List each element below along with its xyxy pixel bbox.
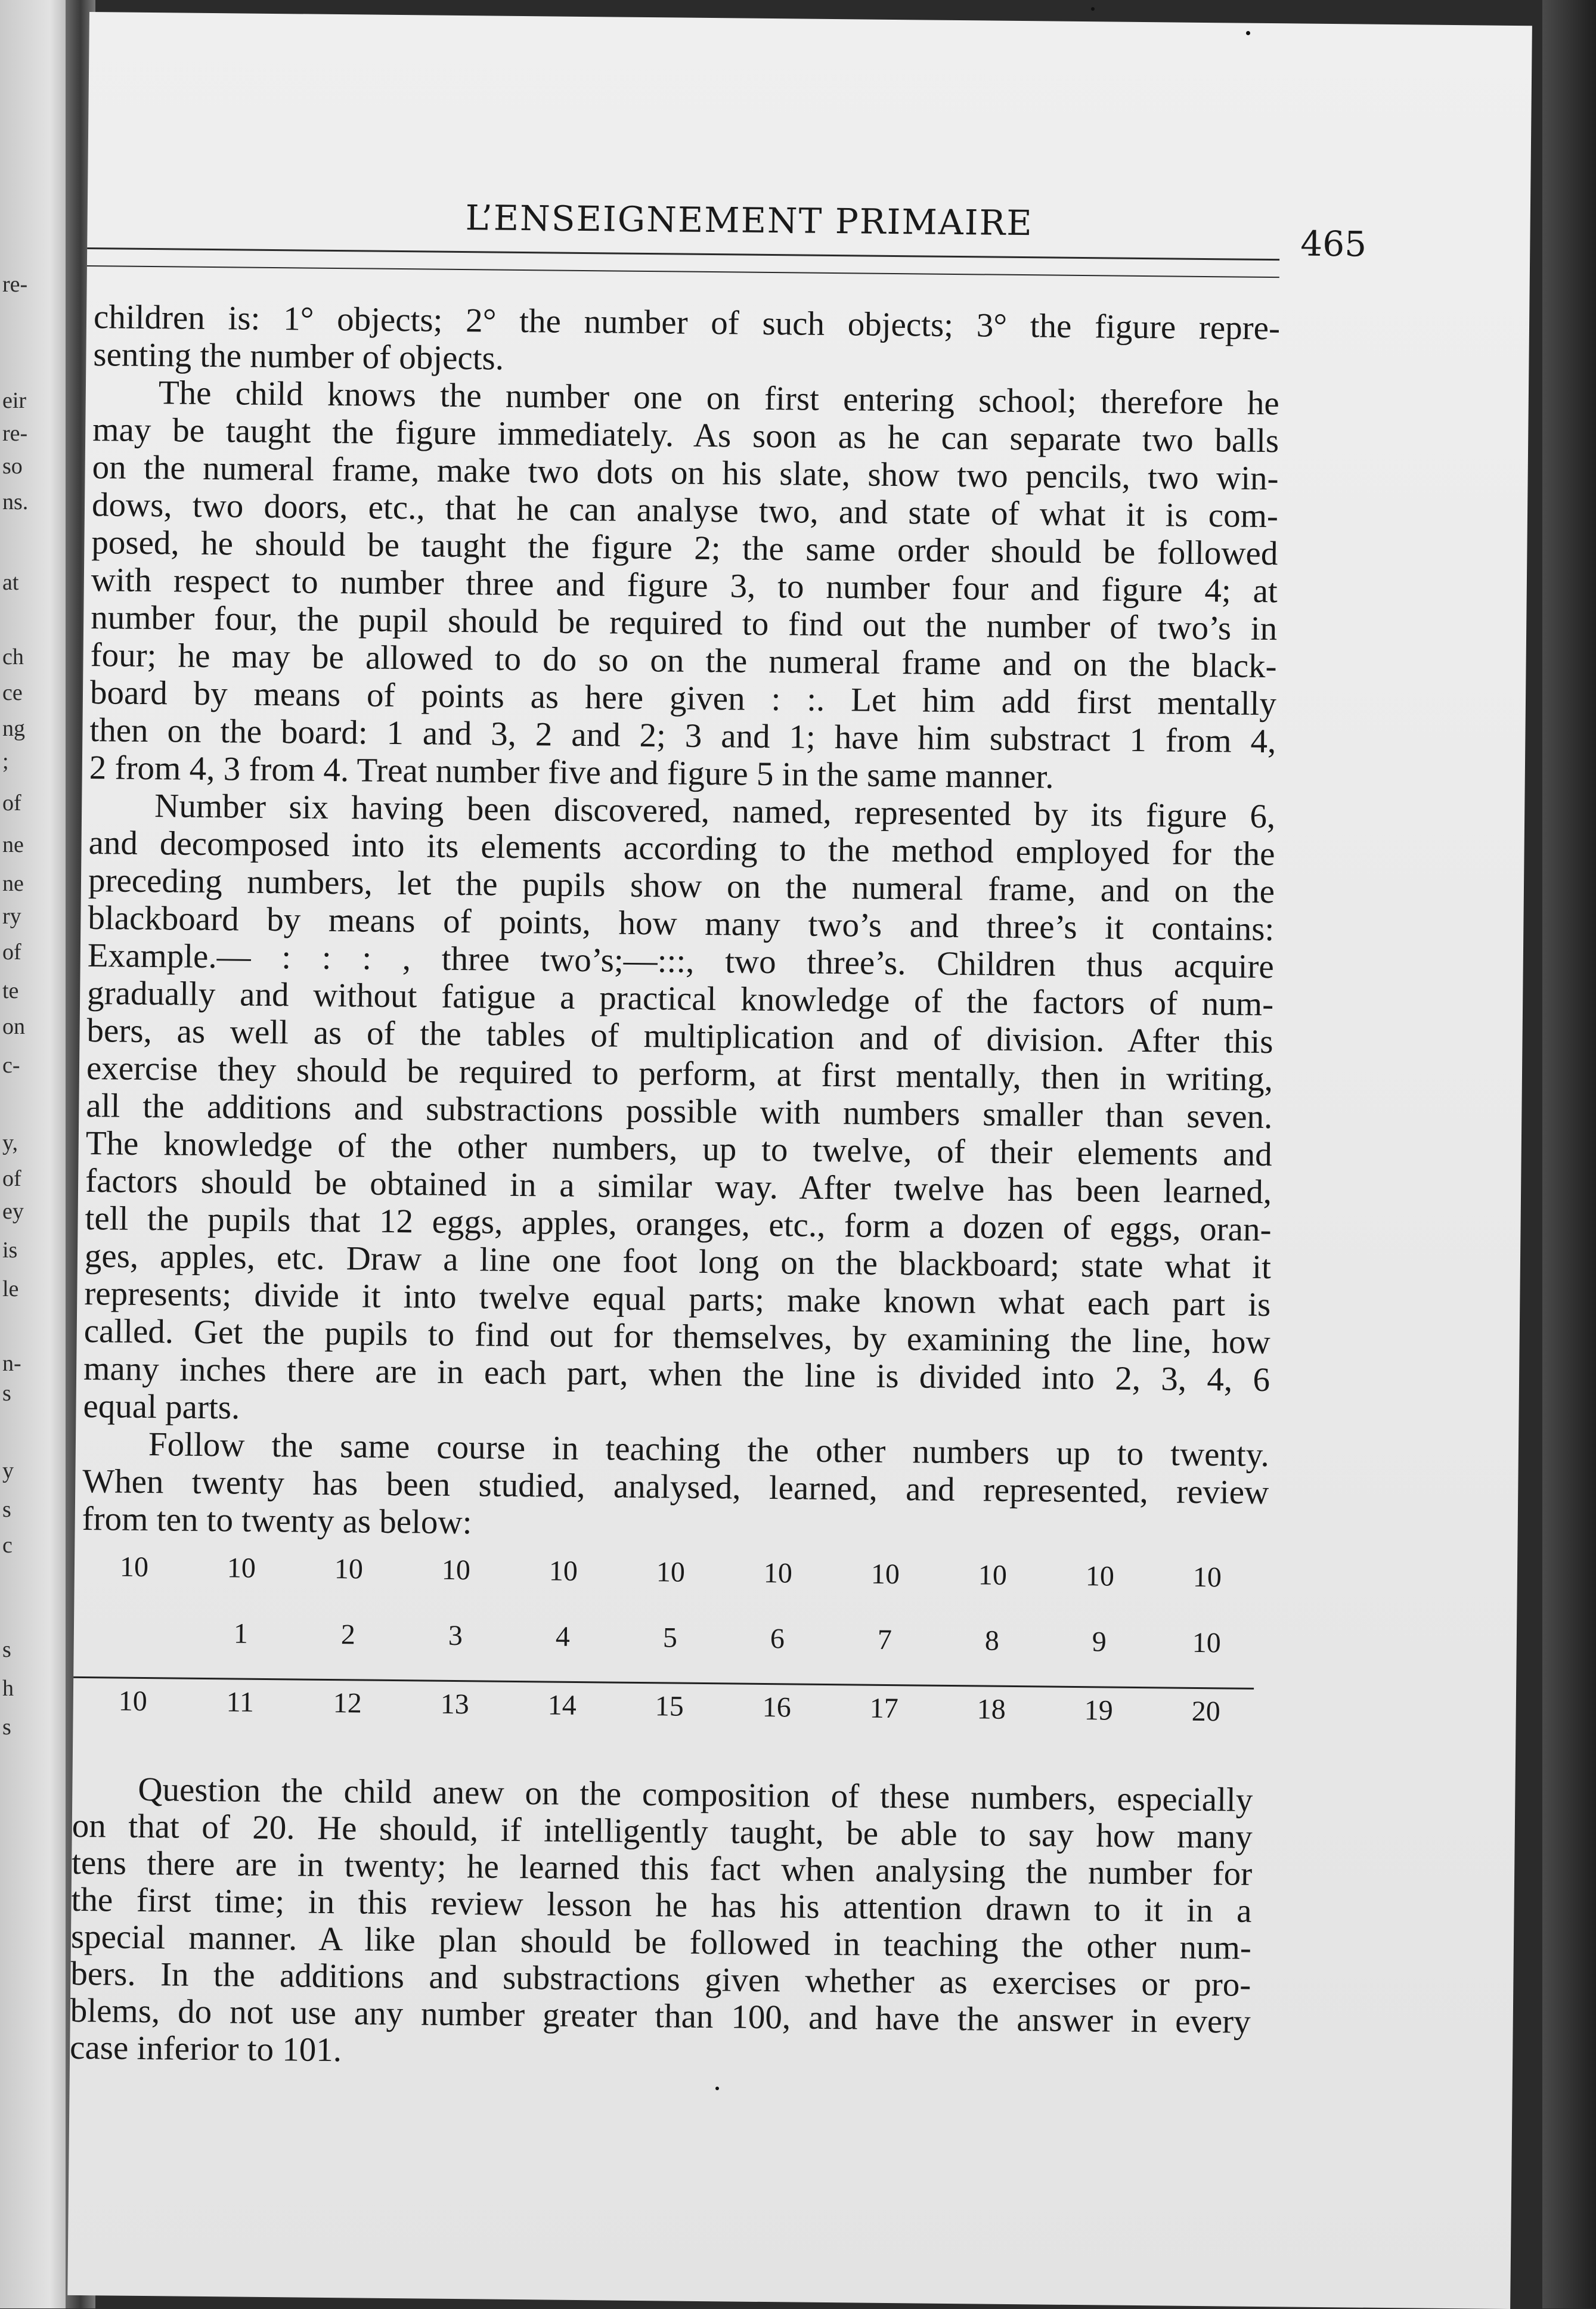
table-cell: 16 xyxy=(762,1691,792,1724)
left-page-fragment: y, xyxy=(2,1130,18,1155)
text-line: children is: 1° objects; 2° the number of such objects; 3° the figure repre- xyxy=(93,298,1281,348)
table-cell: 10 xyxy=(1192,1561,1222,1594)
text-line: special manner. A like plan should be followed in teaching the other num- xyxy=(70,1917,1252,1967)
table-cell: 6 xyxy=(770,1623,785,1655)
text-line: bers. In the additions and substractions given whether as exercises or pro- xyxy=(70,1954,1251,2004)
text-line: represents; divide it into twelve equal parts; make known what each part is xyxy=(84,1275,1271,1324)
paragraph-3 xyxy=(83,786,1275,1436)
text-line: case inferior to 101. xyxy=(69,2028,342,2069)
scan-speck xyxy=(1246,31,1250,35)
left-page-fragment: on xyxy=(2,1014,25,1039)
table-cell: 7 xyxy=(877,1623,892,1656)
body-text xyxy=(82,298,1280,1549)
text-line: on that of 20. He should, if intelligently taught, be able to say how many xyxy=(72,1806,1253,1856)
text-line: The child knows the number one on first entering school; therefore he xyxy=(158,374,1280,423)
text-line: tell the pupils that 12 eggs, apples, oranges, etc., form a dozen of eggs, oran- xyxy=(85,1200,1272,1249)
text-line: ges, apples, etc. Draw a line one foot long on the blackboard; state what it xyxy=(84,1237,1272,1287)
table-row-units xyxy=(74,1616,1254,1663)
text-line: exercise they should be required to perform, at first mentally, then in writing, xyxy=(86,1049,1273,1099)
text-line: gradually and without fatigue a practical knowledge of the factors of num- xyxy=(86,974,1274,1024)
left-page-fragment: re- xyxy=(2,272,28,297)
page-number: 465 xyxy=(1300,223,1367,265)
table-cell: 17 xyxy=(869,1692,899,1725)
text-line: The knowledge of the other numbers, up to twelve, of their elements and xyxy=(85,1124,1272,1174)
text-line: then on the board: 1 and 3, 2 and 2; 3 and 1; have him substract 1 from 4, xyxy=(89,711,1276,761)
left-page-fragment: ce xyxy=(2,680,23,705)
left-page-fragment: of xyxy=(2,791,21,816)
book-page xyxy=(67,12,1532,2309)
left-page-fragment: ry xyxy=(2,904,21,929)
table-cell: 2 xyxy=(340,1619,356,1651)
text-line: Question the child anew on the composition of these numbers, especially xyxy=(138,1770,1253,1819)
table-cell: 3 xyxy=(448,1619,463,1652)
text-line: Follow the same course in teaching the other numbers up to twenty. xyxy=(148,1425,1270,1474)
left-page-fragment: s xyxy=(2,1497,11,1522)
table-cell: 12 xyxy=(333,1687,362,1719)
text-line: and decomposed into its elements according to the method employed for the xyxy=(88,824,1275,873)
table-cell: 18 xyxy=(977,1693,1006,1725)
text-line: blackboard by means of points, how many two’s and three’s it contains: xyxy=(88,899,1275,949)
left-page-fragment: eir xyxy=(2,388,27,413)
text-line: Number six having been discovered, named, represented by its figure 6, xyxy=(154,787,1276,836)
table-row-sums xyxy=(73,1684,1253,1731)
paragraph-1 xyxy=(93,298,1280,385)
header-rule-top xyxy=(87,247,1279,261)
left-page-fragment: ey xyxy=(2,1199,24,1224)
left-page-fragment: at xyxy=(2,570,19,595)
closing-text xyxy=(70,1771,1253,2078)
text-line: with respect to number three and figure 3, to number four and figure 4; at xyxy=(91,561,1278,610)
review-table xyxy=(73,1550,1255,1758)
table-cell: 10 xyxy=(334,1553,364,1585)
text-line: may be taught the figure immediately. As soon as he can separate two balls xyxy=(92,411,1279,460)
table-cell: 14 xyxy=(547,1689,577,1721)
text-line: bers, as well as of the tables of multiplication and of division. After this xyxy=(86,1012,1273,1061)
text-line: from ten to twenty as below: xyxy=(82,1500,472,1542)
paragraph-2 xyxy=(89,373,1280,798)
left-page-fragment: so xyxy=(2,454,23,479)
left-page-fragment: s xyxy=(2,1637,11,1662)
table-cell: 10 xyxy=(441,1554,471,1586)
table-cell: 10 xyxy=(763,1557,793,1589)
text-line: called. Get the pupils to find out for themselves, by examining the line, how xyxy=(83,1312,1270,1362)
table-cell: 20 xyxy=(1191,1695,1220,1728)
text-line: 2 from 4, 3 from 4. Treat number five and figure 5 in the same manner. xyxy=(89,749,1054,796)
table-cell: 5 xyxy=(662,1622,678,1654)
scan-border xyxy=(1542,0,1596,2308)
text-line: factors should be obtained in a similar way. After twelve has been learned, xyxy=(85,1162,1272,1211)
table-cell: 10 xyxy=(548,1555,578,1587)
left-page-fragment: ng xyxy=(2,716,25,741)
left-page-fragment: ne xyxy=(2,832,24,857)
text-line: senting the number of objects. xyxy=(93,336,504,377)
paragraph-5 xyxy=(70,1771,1253,2078)
text-line: all the additions and substractions possible with numbers smaller than seven. xyxy=(86,1087,1273,1136)
table-cell: 10 xyxy=(1085,1560,1115,1592)
table-cell: 15 xyxy=(655,1690,684,1722)
left-page-fragment: c- xyxy=(2,1053,20,1078)
left-page-fragment: le xyxy=(2,1276,19,1301)
left-page-fragment: h xyxy=(2,1676,14,1701)
left-page-fragment: c xyxy=(2,1533,13,1558)
table-cell: 8 xyxy=(984,1625,1000,1657)
table-cell: 4 xyxy=(555,1620,571,1653)
left-page-fragment: of xyxy=(2,1166,21,1191)
left-page-fragment: n- xyxy=(2,1351,21,1376)
table-cell: 10 xyxy=(119,1551,149,1583)
table-cell: 10 xyxy=(118,1685,148,1718)
left-page-fragment: of xyxy=(2,940,21,965)
text-line: tens there are in twenty; he learned this fact when analysing the number for xyxy=(71,1843,1253,1893)
left-page-fragment: s xyxy=(2,1715,11,1740)
text-line: equal parts. xyxy=(83,1387,240,1427)
scan-speck xyxy=(715,2087,719,2090)
text-line: posed, he should be taught the figure 2; the same order should be followed xyxy=(91,523,1278,573)
text-line: board by means of points as here given : :. Let him add first mentally xyxy=(89,674,1277,723)
text-line: Example.— : : : , three two’s;—:::, two three’s. Children thus acquire xyxy=(87,937,1275,986)
table-cell: 1 xyxy=(233,1617,249,1650)
left-page-fragment: re- xyxy=(2,421,28,446)
table-cell: 10 xyxy=(1192,1626,1222,1659)
table-cell: 11 xyxy=(226,1686,255,1718)
left-page-fragment: s xyxy=(2,1381,11,1406)
scan-speck xyxy=(1091,7,1095,11)
text-line: dows, two doors, etc., that he can analyse two, and state of what it is com- xyxy=(91,486,1279,535)
text-line: preceding numbers, let the pupils show on the numeral frame, and on the xyxy=(88,861,1275,911)
text-line: number four, the pupil should be required to find out the number of two’s in xyxy=(90,599,1278,648)
paragraph-4 xyxy=(82,1425,1269,1549)
text-line: When twenty has been studied, analysed, learned, and represented, review xyxy=(82,1462,1269,1512)
left-page-fragment: ns. xyxy=(2,489,29,515)
left-page-fragment: y xyxy=(2,1458,14,1483)
left-page-fragment: ch xyxy=(2,644,24,670)
text-line: the first time; in this review lesson he has his attention drawn to it in a xyxy=(71,1880,1252,1930)
table-cell: 13 xyxy=(440,1688,470,1721)
table-cell: 9 xyxy=(1092,1626,1107,1658)
table-cell: 10 xyxy=(870,1558,900,1591)
left-page-fragment: is xyxy=(2,1238,18,1263)
table-row-tens xyxy=(75,1550,1255,1597)
running-head: L’ENSEIGNEMENT PRIMAIRE xyxy=(465,197,1033,244)
text-line: many inches there are in each part, when the line is divided into 2, 3, 4, 6 xyxy=(83,1350,1270,1399)
table-cell: 19 xyxy=(1084,1694,1113,1727)
table-cell: 10 xyxy=(656,1556,686,1588)
text-line: four; he may be allowed to do so on the numeral frame and on the black- xyxy=(90,636,1277,686)
left-page-fragment: ne xyxy=(2,871,24,896)
text-line: on the numeral frame, make two dots on his slate, show two pencils, two win- xyxy=(92,448,1279,498)
table-cell: 10 xyxy=(978,1559,1008,1591)
text-line: blems, do not use any number greater than 100, and have the answer in every xyxy=(70,1991,1251,2041)
table-cell: 10 xyxy=(227,1552,256,1584)
header-rule-bottom xyxy=(87,265,1279,278)
left-page-fragment: te xyxy=(2,978,19,1003)
left-page-fragment: ; xyxy=(2,749,9,774)
